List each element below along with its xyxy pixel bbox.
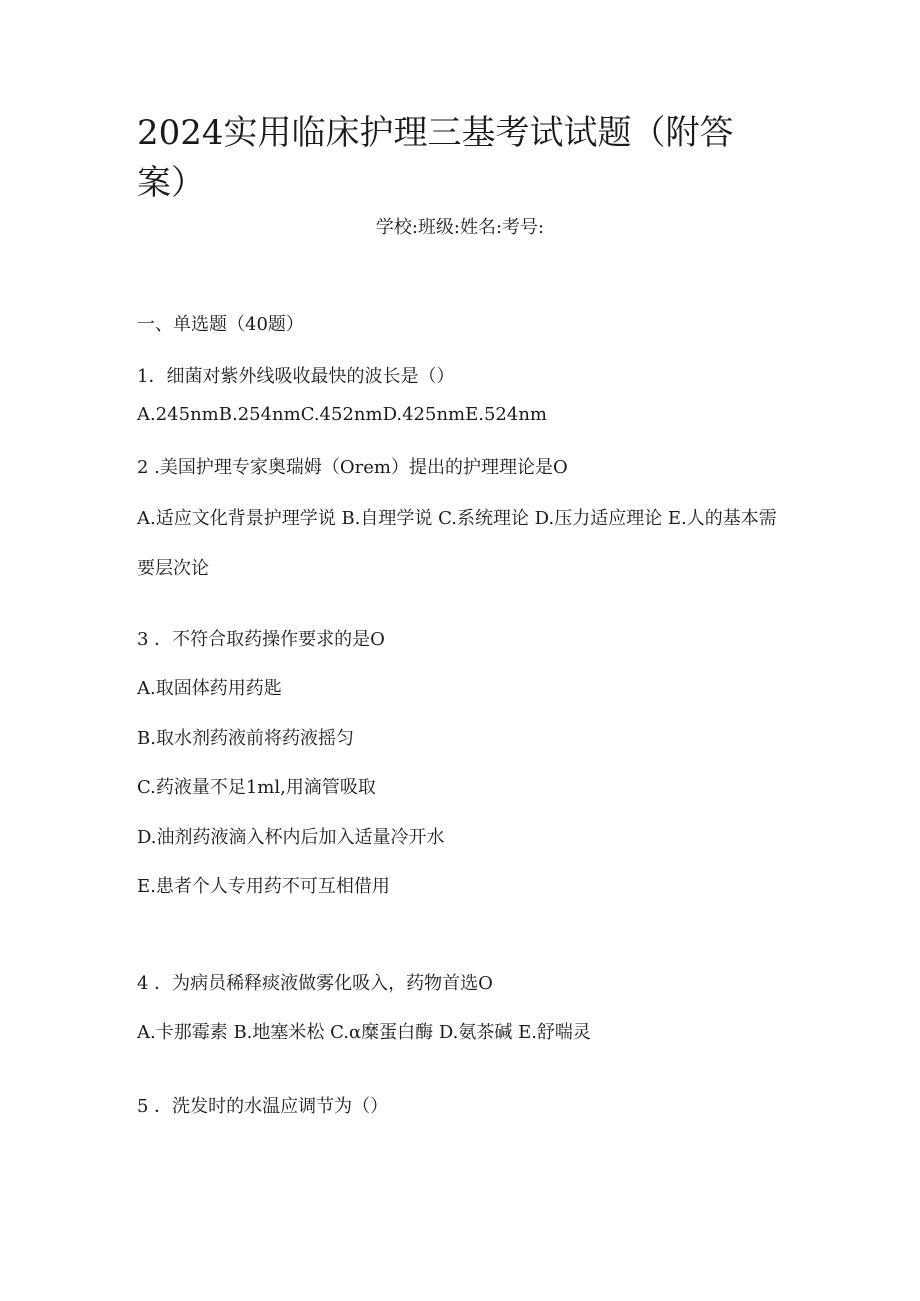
question-2-options: A.适应文化背景护理学说 B.自理学说 C.系统理论 D.压力适应理论 E.人的基本需要层次论 [137, 508, 777, 579]
student-info-line: 学校:班级:姓名:考号: [375, 217, 545, 238]
question-3-stem: 3 ．不符合取药操作要求的是O [137, 629, 385, 650]
question-3-option-a: A.取固体药用药匙 [137, 678, 282, 699]
question-3-option-d: D.油剂药液滴入杯内后加入适量冷开水 [137, 827, 445, 848]
question-3-option-c: C.药液量不足1ml,用滴管吸取 [137, 777, 376, 798]
question-5-stem: 5 ．洗发时的水温应调节为（） [137, 1096, 389, 1117]
section-heading: 一、单选题（40题） [137, 314, 304, 335]
question-4-stem: 4 ．为病员稀释痰液做雾化吸入，药物首选O [137, 973, 493, 994]
question-2-stem: 2 .美国护理专家奥瑞姆（Orem）提出的护理理论是O [137, 457, 568, 478]
question-1-options: A.245nmB.254nmC.452nmD.425nmE.524nm [137, 404, 547, 425]
document-title: 2024实用临床护理三基考试试题（附答案） [137, 113, 734, 203]
question-3-option-e: E.患者个人专用药不可互相借用 [137, 876, 390, 897]
question-1-stem: 1．细菌对紫外线吸收最快的波长是（） [137, 366, 455, 387]
question-4-options: A.卡那霉素 B.地塞米松 C.α糜蛋白酶 D.氨茶碱 E.舒喘灵 [137, 1022, 591, 1043]
question-3-option-b: B.取水剂药液前将药液摇匀 [137, 728, 354, 749]
